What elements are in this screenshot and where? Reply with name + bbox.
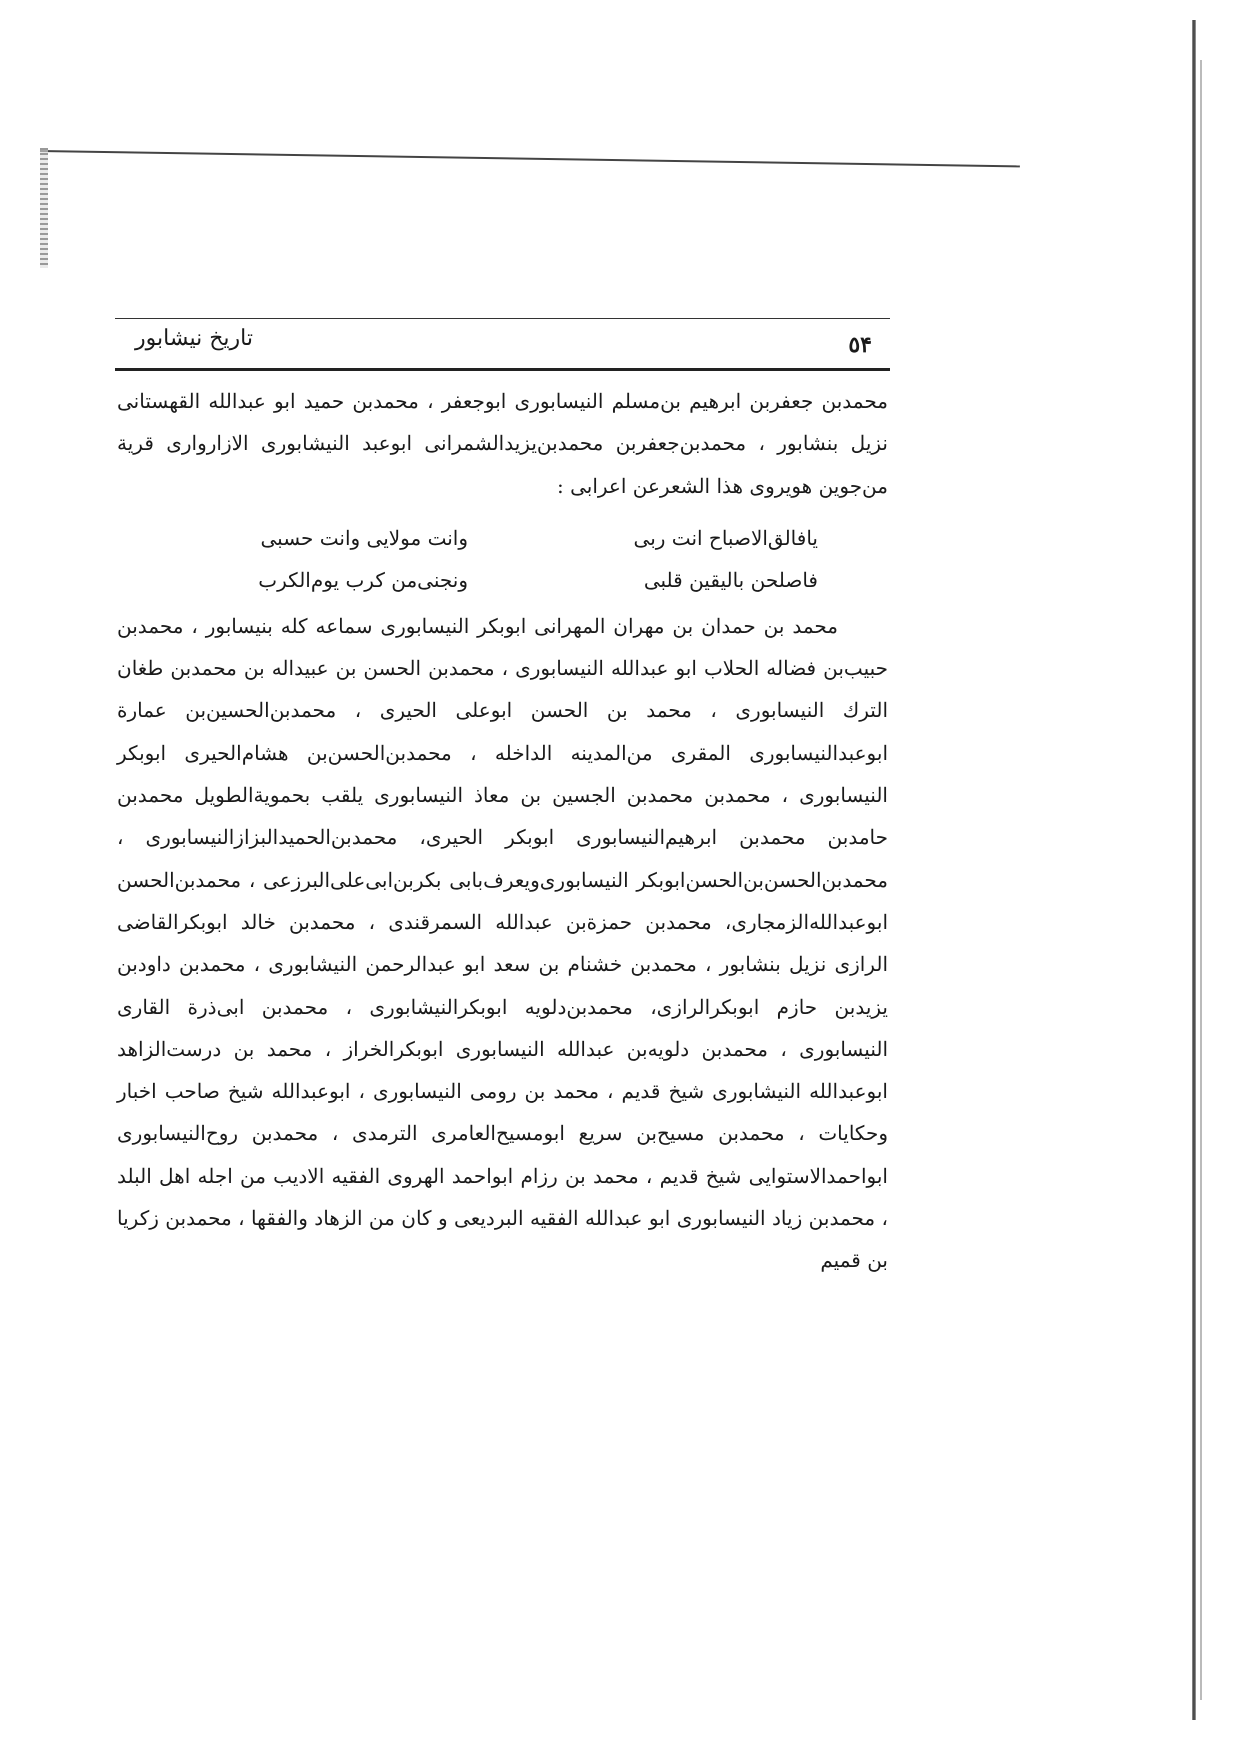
running-header xyxy=(115,310,890,370)
running-title: تاريخ نيشابور xyxy=(135,326,253,351)
scan-artifact-right-edge-inner xyxy=(1200,60,1202,1700)
poem xyxy=(117,517,888,601)
verse-1-first-hemistich: يافالق‌الاصباح انت ربى xyxy=(633,525,818,550)
paragraph-2: محمد بن حمدان بن مهران المهرانى ابوبكر النيسابورى سماعه كله بنيسابور ، محمدبن حبيب‌بن فضاله الحلاب ابو عبدالله النيسابورى ، محمدبن الحسن بن عبيداله بن محمدبن طغان الترك النيسابورى ، محمد بن الحسن ابوعلى الحيرى ، محمدبن‌الحسين‌بن عمارة ابوعبدالنيسابورى المقرى من‌المدينه الداخله ، محمدبن‌الحسن‌بن هشام‌الحيرى ابوبكر النيسابورى ، محمدبن محمدبن الجسين بن معاذ النيسابورى يلقب بحموية‌الطويل محمدبن حامدبن محمدبن ابرهيم‌النيسابورى ابوبكر الحيرى، محمدبن‌الحميدالبزازالنيسابورى ، محمدبن‌الحسن‌بن‌الحسن‌ابوبكر النيسابورى‌ويعرف‌بابى بكربن‌ابى‌على‌البرزعى ، محمدبن‌الحسن ابوعبدالله‌الزمجارى، محمدبن حمزة‌بن عبدالله السمرقندى ، محمدبن خالد ابوبكرالقاضى الرازى نزيل بنشابور ، محمدبن خشنام بن سعد ابو عبدالرحمن النيشابورى ، محمدبن داودبن يزيدبن حازم ابوبكرالرازى، محمدبن‌دلويه ابوبكرالنيشابورى ، محمدبن ابى‌ذرة القارى النيسابورى ، محمدبن دلويه‌بن عبدالله النيسابورى ابوبكرالخراز ، محمد بن درست‌الزاهد ابوعبدالله النيشابورى شيخ قديم ، محمد بن رومى النيسابورى ، ابوعبدالله شيخ صاحب اخبار وحكايات ، محمدبن مسيح‌بن سريع ابومسيح‌العامرى الترمدى ، محمدبن روح‌النيسابورى ابواحمدالاستوايى شيخ قديم ، محمد بن رزام ابواحمد الهروى الفقيه الاديب من اجله اهل البلد ، محمدبن زياد النيسابورى ابو عبدالله الفقيه البرديعى و كان من الزهاد والفقها ، محمدبن زكريا بن قميم xyxy=(117,613,888,1273)
scan-artifact-left-edge xyxy=(40,148,48,268)
verse-2 xyxy=(117,559,888,601)
scan-artifact-right-edge xyxy=(1192,20,1196,1720)
verse-2-first-hemistich: فاصلحن باليقين قلبى xyxy=(643,567,818,592)
verse-2-second-hemistich: ونجنى‌من كرب يوم‌الكرب xyxy=(258,567,468,592)
paragraph-1: محمدبن جعفربن ابرهيم بن‌مسلم النيسابورى ابوجعفر ، محمدبن حميد ابو عبدالله القهستانى نزيل بنشابور ، محمدبن‌جعفربن محمدبن‌يزيدالشمرانى ابوعبد النيشابورى الازاروارى قرية من‌جوين هويروى هذا الشعرعن اعرابى : xyxy=(117,389,888,498)
header-bottom-rule xyxy=(115,368,890,371)
book-page xyxy=(115,310,890,1480)
page-body xyxy=(115,370,890,1282)
header-top-rule xyxy=(115,318,890,319)
page-number: ٥۴ xyxy=(848,332,872,358)
verse-1-second-hemistich: وانت مولايى وانت حسبى xyxy=(260,525,468,550)
scan-artifact-top-line xyxy=(40,150,1020,167)
verse-1 xyxy=(117,517,888,559)
